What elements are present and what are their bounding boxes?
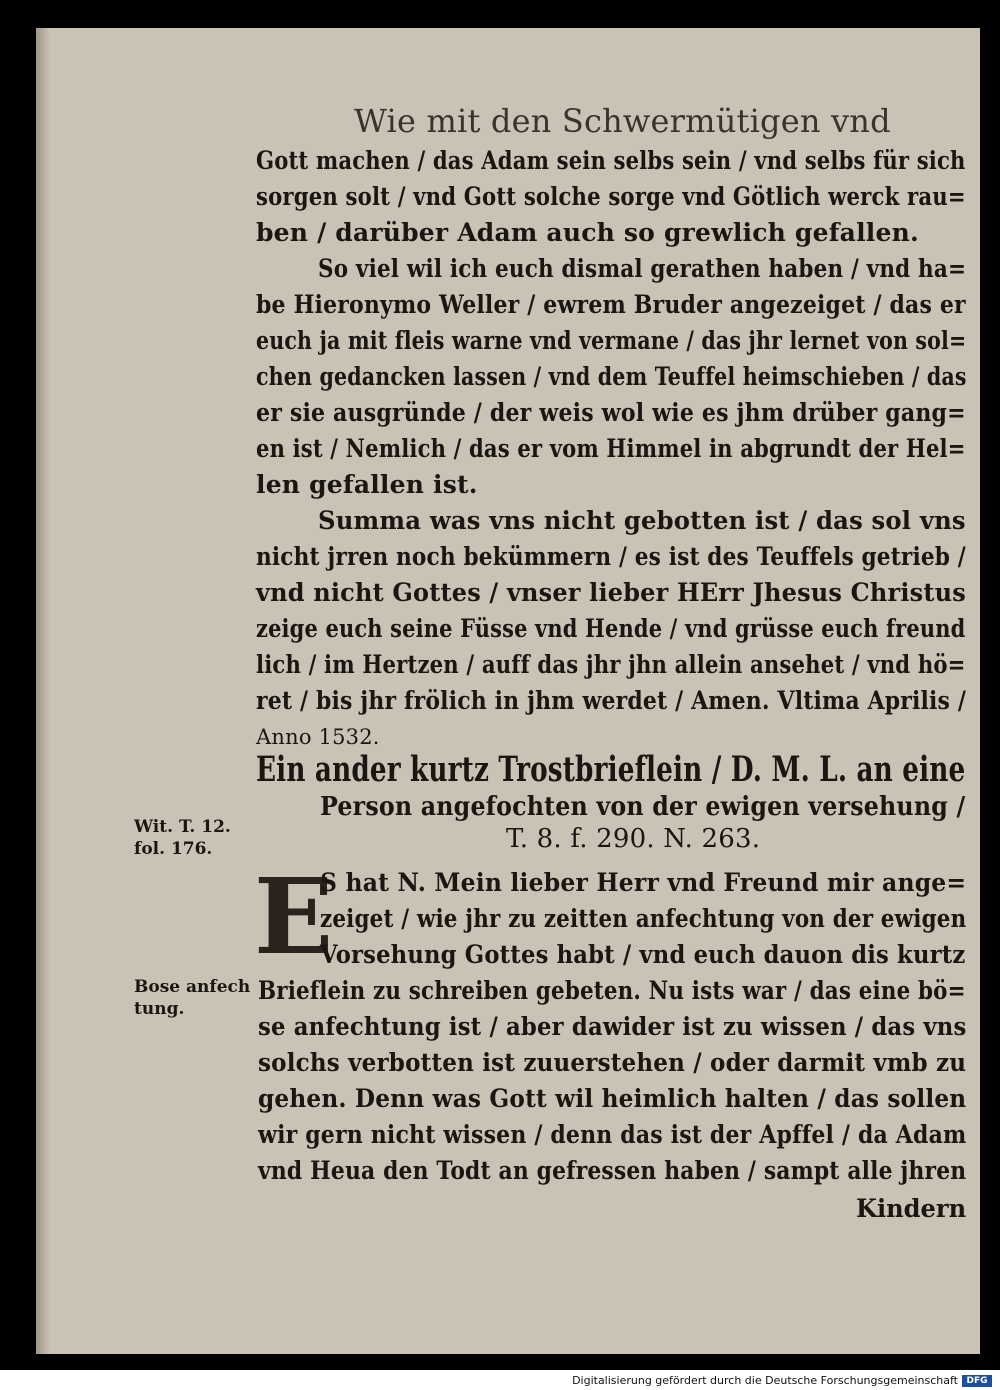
- text-line: Vorsehung Gottes habt / vnd euch dauon dis kurtz: [320, 940, 966, 969]
- margin-note: Wit. T. 12.: [134, 817, 231, 837]
- text-line: ben / darüber Adam auch so grewlich gefallen.: [256, 218, 919, 247]
- funding-notice: Digitalisierung gefördert durch die Deutsche Forschungsgemeinschaft: [572, 1374, 958, 1387]
- text-line: zeiget / wie jhr zu zeitten anfechtung von der ewigen: [320, 904, 967, 933]
- text-line: vnd nicht Gottes / vnser lieber HErr Jhesus Christus: [256, 578, 966, 607]
- text-line: gehen. Denn was Gott wil heimlich halten / das sollen: [258, 1084, 967, 1113]
- text-line: solchs verbotten ist zuuerstehen / oder darmit vmb zu: [258, 1048, 967, 1077]
- margin-note: tung.: [134, 999, 185, 1019]
- text-line: nicht jrren noch bekümmern / es ist des Teuffels getrieb /: [256, 542, 966, 571]
- text-line: en ist / Nemlich / das er vom Himmel in abgrundt der Hel=: [256, 434, 966, 463]
- letter-title: Ein ander kurtz Trostbrieflein / D. M. L. an eine: [256, 749, 966, 790]
- text-line: S hat N. Mein lieber Herr vnd Freund mir ange=: [320, 868, 967, 897]
- text-line: Gott machen / das Adam sein selbs sein / vnd selbs für sich: [256, 146, 966, 175]
- text-line: se anfechtung ist / aber dawider ist zu wissen / das vns: [258, 1012, 967, 1041]
- text-line: Anno 1532.: [256, 725, 380, 749]
- text-line: ret / bis jhr frölich in jhm werdet / Amen. Vltima Aprilis /: [256, 686, 967, 715]
- text-line: len gefallen ist.: [256, 470, 478, 499]
- text-line: euch ja mit fleis warne vnd vermane / das jhr lernet von sol=: [256, 326, 967, 355]
- book-page: [36, 28, 980, 1354]
- text-line: lich / im Hertzen / auff das jhr jhn allein ansehet / vnd hö=: [256, 650, 966, 679]
- text-line: sorgen solt / vnd Gott solche sorge vnd Götlich werck rau=: [256, 182, 966, 211]
- text-line: Summa was vns nicht gebotten ist / das sol vns: [318, 506, 966, 535]
- margin-note: Bose anfech: [134, 977, 251, 997]
- text-line: be Hieronymo Weller / ewrem Bruder angezeiget / das er: [256, 290, 966, 319]
- running-header: Wie mit den Schwermütigen vnd: [354, 102, 891, 140]
- initial-letter: E: [254, 855, 334, 978]
- text-line: er sie ausgründe / der weis wol wie es jhm drüber gang=: [256, 398, 966, 427]
- letter-subtitle: Person angefochten von der ewigen versehung /: [320, 792, 966, 822]
- text-line: So viel wil ich euch dismal gerathen haben / vnd ha=: [318, 254, 967, 283]
- catchword: Kindern: [856, 1194, 967, 1223]
- text-line: zeige euch seine Füsse vnd Hende / vnd grüsse euch freund: [256, 614, 966, 643]
- text-line: Brieflein zu schreiben gebeten. Nu ists war / das eine bö=: [258, 976, 966, 1005]
- dfg-logo: DFG: [962, 1375, 992, 1387]
- text-line: wir gern nicht wissen / denn das ist der Apffel / da Adam: [258, 1120, 967, 1149]
- letter-reference: T. 8. f. 290. N. 263.: [506, 824, 761, 854]
- footer-bar: [0, 1372, 1000, 1390]
- text-line: vnd Heua den Todt an gefressen haben / sampt alle jhren: [258, 1156, 967, 1185]
- margin-note: fol. 176.: [134, 839, 213, 859]
- text-line: chen gedancken lassen / vnd dem Teuffel heimschieben / das: [256, 362, 967, 391]
